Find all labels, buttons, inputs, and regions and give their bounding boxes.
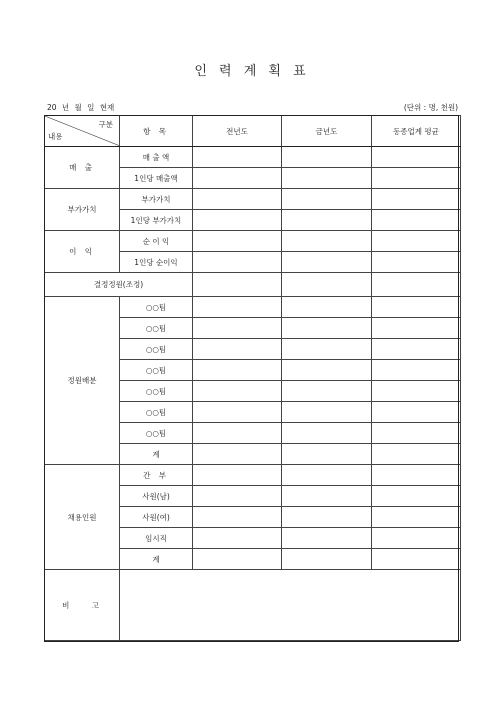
value-cell[interactable] [372,360,461,381]
remarks-row [45,570,461,641]
item-label: ○○팀 [120,297,193,318]
item-label: 매 출 액 [120,147,193,168]
value-cell[interactable] [282,549,372,570]
item-label: 부가가치 [120,189,193,210]
value-cell[interactable] [282,231,372,252]
value-cell[interactable] [372,273,461,297]
table-row [45,273,461,297]
value-cell[interactable] [372,339,461,360]
value-cell[interactable] [282,465,372,486]
value-cell[interactable] [282,528,372,549]
value-cell[interactable] [372,189,461,210]
remarks-label: 비 고 [45,570,120,641]
value-cell[interactable] [193,273,282,297]
corner-header-cell [45,116,120,147]
value-cell[interactable] [282,339,372,360]
value-cell[interactable] [372,549,461,570]
item-label: 1인당 매출액 [120,168,193,189]
value-cell[interactable] [372,210,461,231]
workforce-plan-table [44,115,461,641]
value-cell[interactable] [372,465,461,486]
item-label: 계 [120,549,193,570]
table-row [45,465,461,486]
item-label: 간 부 [120,465,193,486]
value-cell[interactable] [193,318,282,339]
header-industry-average: 동종업계 평균 [372,116,461,147]
corner-label-category: 구분 [98,120,113,129]
value-cell[interactable] [193,210,282,231]
value-cell[interactable] [193,147,282,168]
table-row [45,147,461,168]
value-cell[interactable] [193,444,282,465]
value-cell[interactable] [282,273,372,297]
header-prev-year: 전년도 [193,116,282,147]
value-cell[interactable] [282,444,372,465]
value-cell[interactable] [193,381,282,402]
value-cell[interactable] [193,297,282,318]
value-cell[interactable] [193,252,282,273]
item-label: ○○팀 [120,402,193,423]
value-cell[interactable] [282,189,372,210]
item-label: 1인당 부가가치 [120,210,193,231]
group-label-sales: 매 출 [45,147,120,189]
value-cell[interactable] [193,360,282,381]
item-label: ○○팀 [120,381,193,402]
value-cell[interactable] [282,147,372,168]
value-cell[interactable] [282,360,372,381]
value-cell[interactable] [193,486,282,507]
value-cell[interactable] [193,339,282,360]
value-cell[interactable] [372,507,461,528]
value-cell[interactable] [372,402,461,423]
quota-label: 결정정원(조정) [45,273,193,297]
value-cell[interactable] [372,528,461,549]
value-cell[interactable] [282,381,372,402]
remarks-field[interactable] [120,570,461,641]
value-cell[interactable] [372,423,461,444]
table-row [45,189,461,210]
item-label: ○○팀 [120,423,193,444]
item-label: 계 [120,444,193,465]
value-cell[interactable] [193,168,282,189]
value-cell[interactable] [372,297,461,318]
group-label-value-added: 부가가치 [45,189,120,231]
item-label: 1인당 순이익 [120,252,193,273]
value-cell[interactable] [372,252,461,273]
item-label: ○○팀 [120,318,193,339]
value-cell[interactable] [193,189,282,210]
header-item: 항 목 [120,116,193,147]
value-cell[interactable] [282,423,372,444]
value-cell[interactable] [372,147,461,168]
value-cell[interactable] [193,423,282,444]
corner-label-content: 내용 [48,132,63,141]
value-cell[interactable] [282,507,372,528]
group-label-allocation: 정원배분 [45,297,120,465]
header-this-year: 금년도 [282,116,372,147]
item-label: 임시직 [120,528,193,549]
value-cell[interactable] [282,252,372,273]
item-label: 순 이 익 [120,231,193,252]
document-title: 인 력 계 획 표 [194,64,310,79]
unit-note: (단위 : 명, 천원) [403,103,458,112]
item-label: ○○팀 [120,360,193,381]
table-row [45,297,461,318]
value-cell[interactable] [193,465,282,486]
header-row [45,116,461,147]
value-cell[interactable] [193,528,282,549]
value-cell[interactable] [282,210,372,231]
item-label: 사원(여) [120,507,193,528]
value-cell[interactable] [193,231,282,252]
value-cell[interactable] [372,381,461,402]
value-cell[interactable] [282,297,372,318]
group-label-profit: 이 익 [45,231,120,273]
value-cell[interactable] [372,444,461,465]
value-cell[interactable] [282,402,372,423]
table-row [45,231,461,252]
value-cell[interactable] [193,507,282,528]
value-cell[interactable] [193,549,282,570]
group-label-hiring: 채용인원 [45,465,120,570]
value-cell[interactable] [282,318,372,339]
date-line: 20 년 월 일 현재 [47,103,115,112]
value-cell[interactable] [372,486,461,507]
item-label: 사원(남) [120,486,193,507]
value-cell[interactable] [282,486,372,507]
value-cell[interactable] [193,402,282,423]
item-label: ○○팀 [120,339,193,360]
value-cell[interactable] [282,168,372,189]
value-cell[interactable] [372,231,461,252]
value-cell[interactable] [372,168,461,189]
value-cell[interactable] [372,318,461,339]
